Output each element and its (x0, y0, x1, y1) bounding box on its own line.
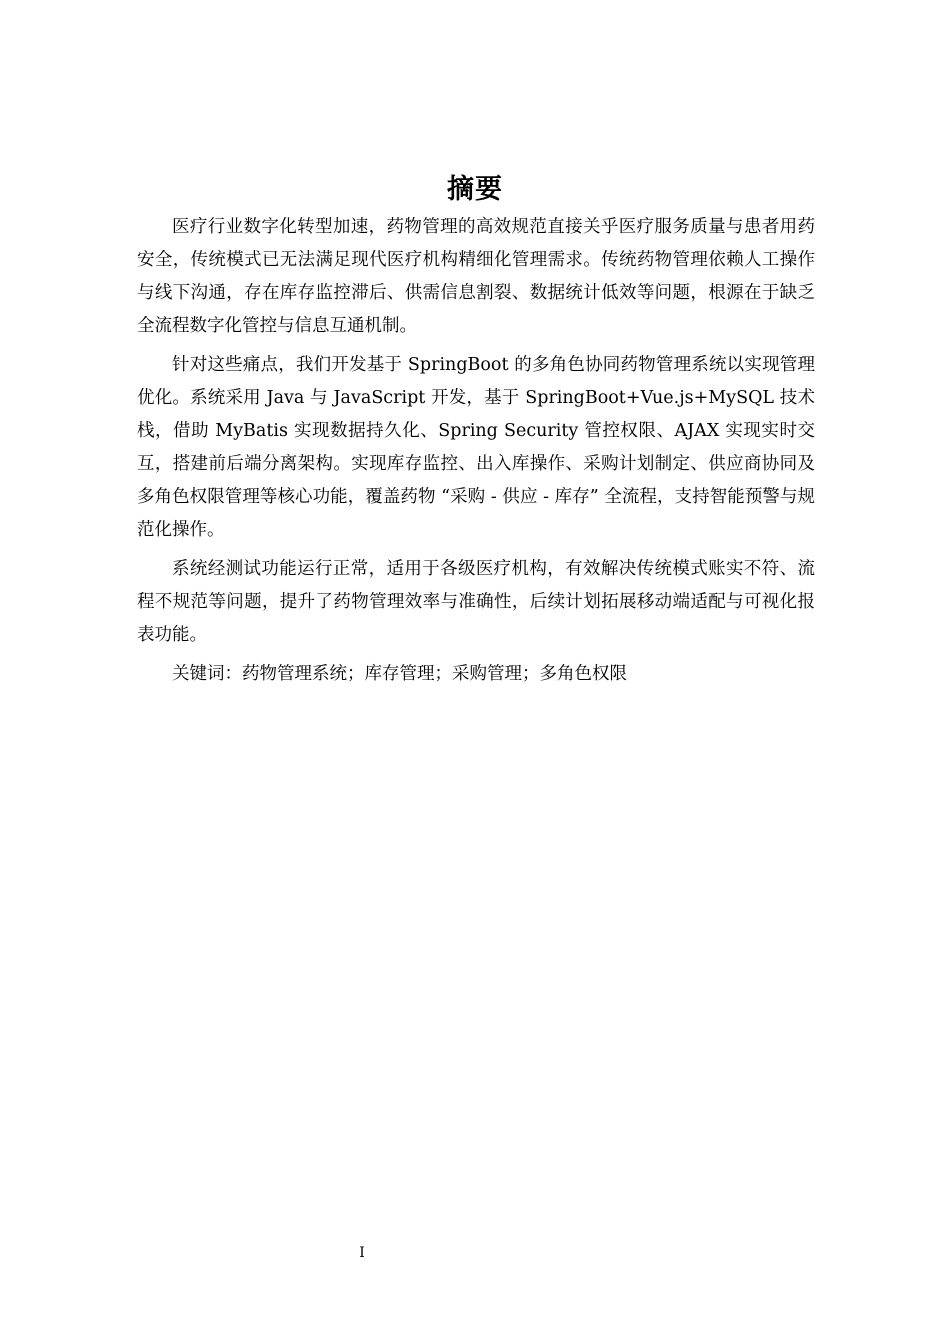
abstract-title: 摘要 (447, 174, 503, 206)
abstract-paragraph-2: 针对这些痛点，我们开发基于 SpringBoot 的多角色协同药物管理系统以实现管理优化。系统采用 Java 与 JavaScript 开发，基于 SpringBoot+Vue.js+MySQL 技术栈，借助 MyBatis 实现数据持久化、Spring Security 管控权限、AJAX 实现实时交互，搭建前后端分离架构。实现库存监控、出入库操作、采购计划制定、供应商协同及多角色权限管理等核心功能，覆盖药物 “采购 - 供应 - 库存” 全流程，支持智能预警与规范化操作。 (137, 355, 815, 540)
abstract-body (137, 211, 815, 691)
abstract-paragraph-3: 系统经测试功能运行正常，适用于各级医疗机构，有效解决传统模式账实不符、流程不规范等问题，提升了药物管理效率与准确性，后续计划拓展移动端适配与可视化报表功能。 (137, 559, 815, 645)
keywords-line: 关键词：药物管理系统；库存管理；采购管理；多角色权限 (172, 664, 627, 684)
page-number: I (359, 1245, 365, 1261)
abstract-paragraph-1: 医疗行业数字化转型加速，药物管理的高效规范直接关乎医疗服务质量与患者用药安全，传统模式已无法满足现代医疗机构精细化管理需求。传统药物管理依赖人工操作与线下沟通，存在库存监控滞后、供需信息割裂、数据统计低效等问题，根源在于缺乏全流程数字化管控与信息互通机制。 (137, 217, 815, 336)
